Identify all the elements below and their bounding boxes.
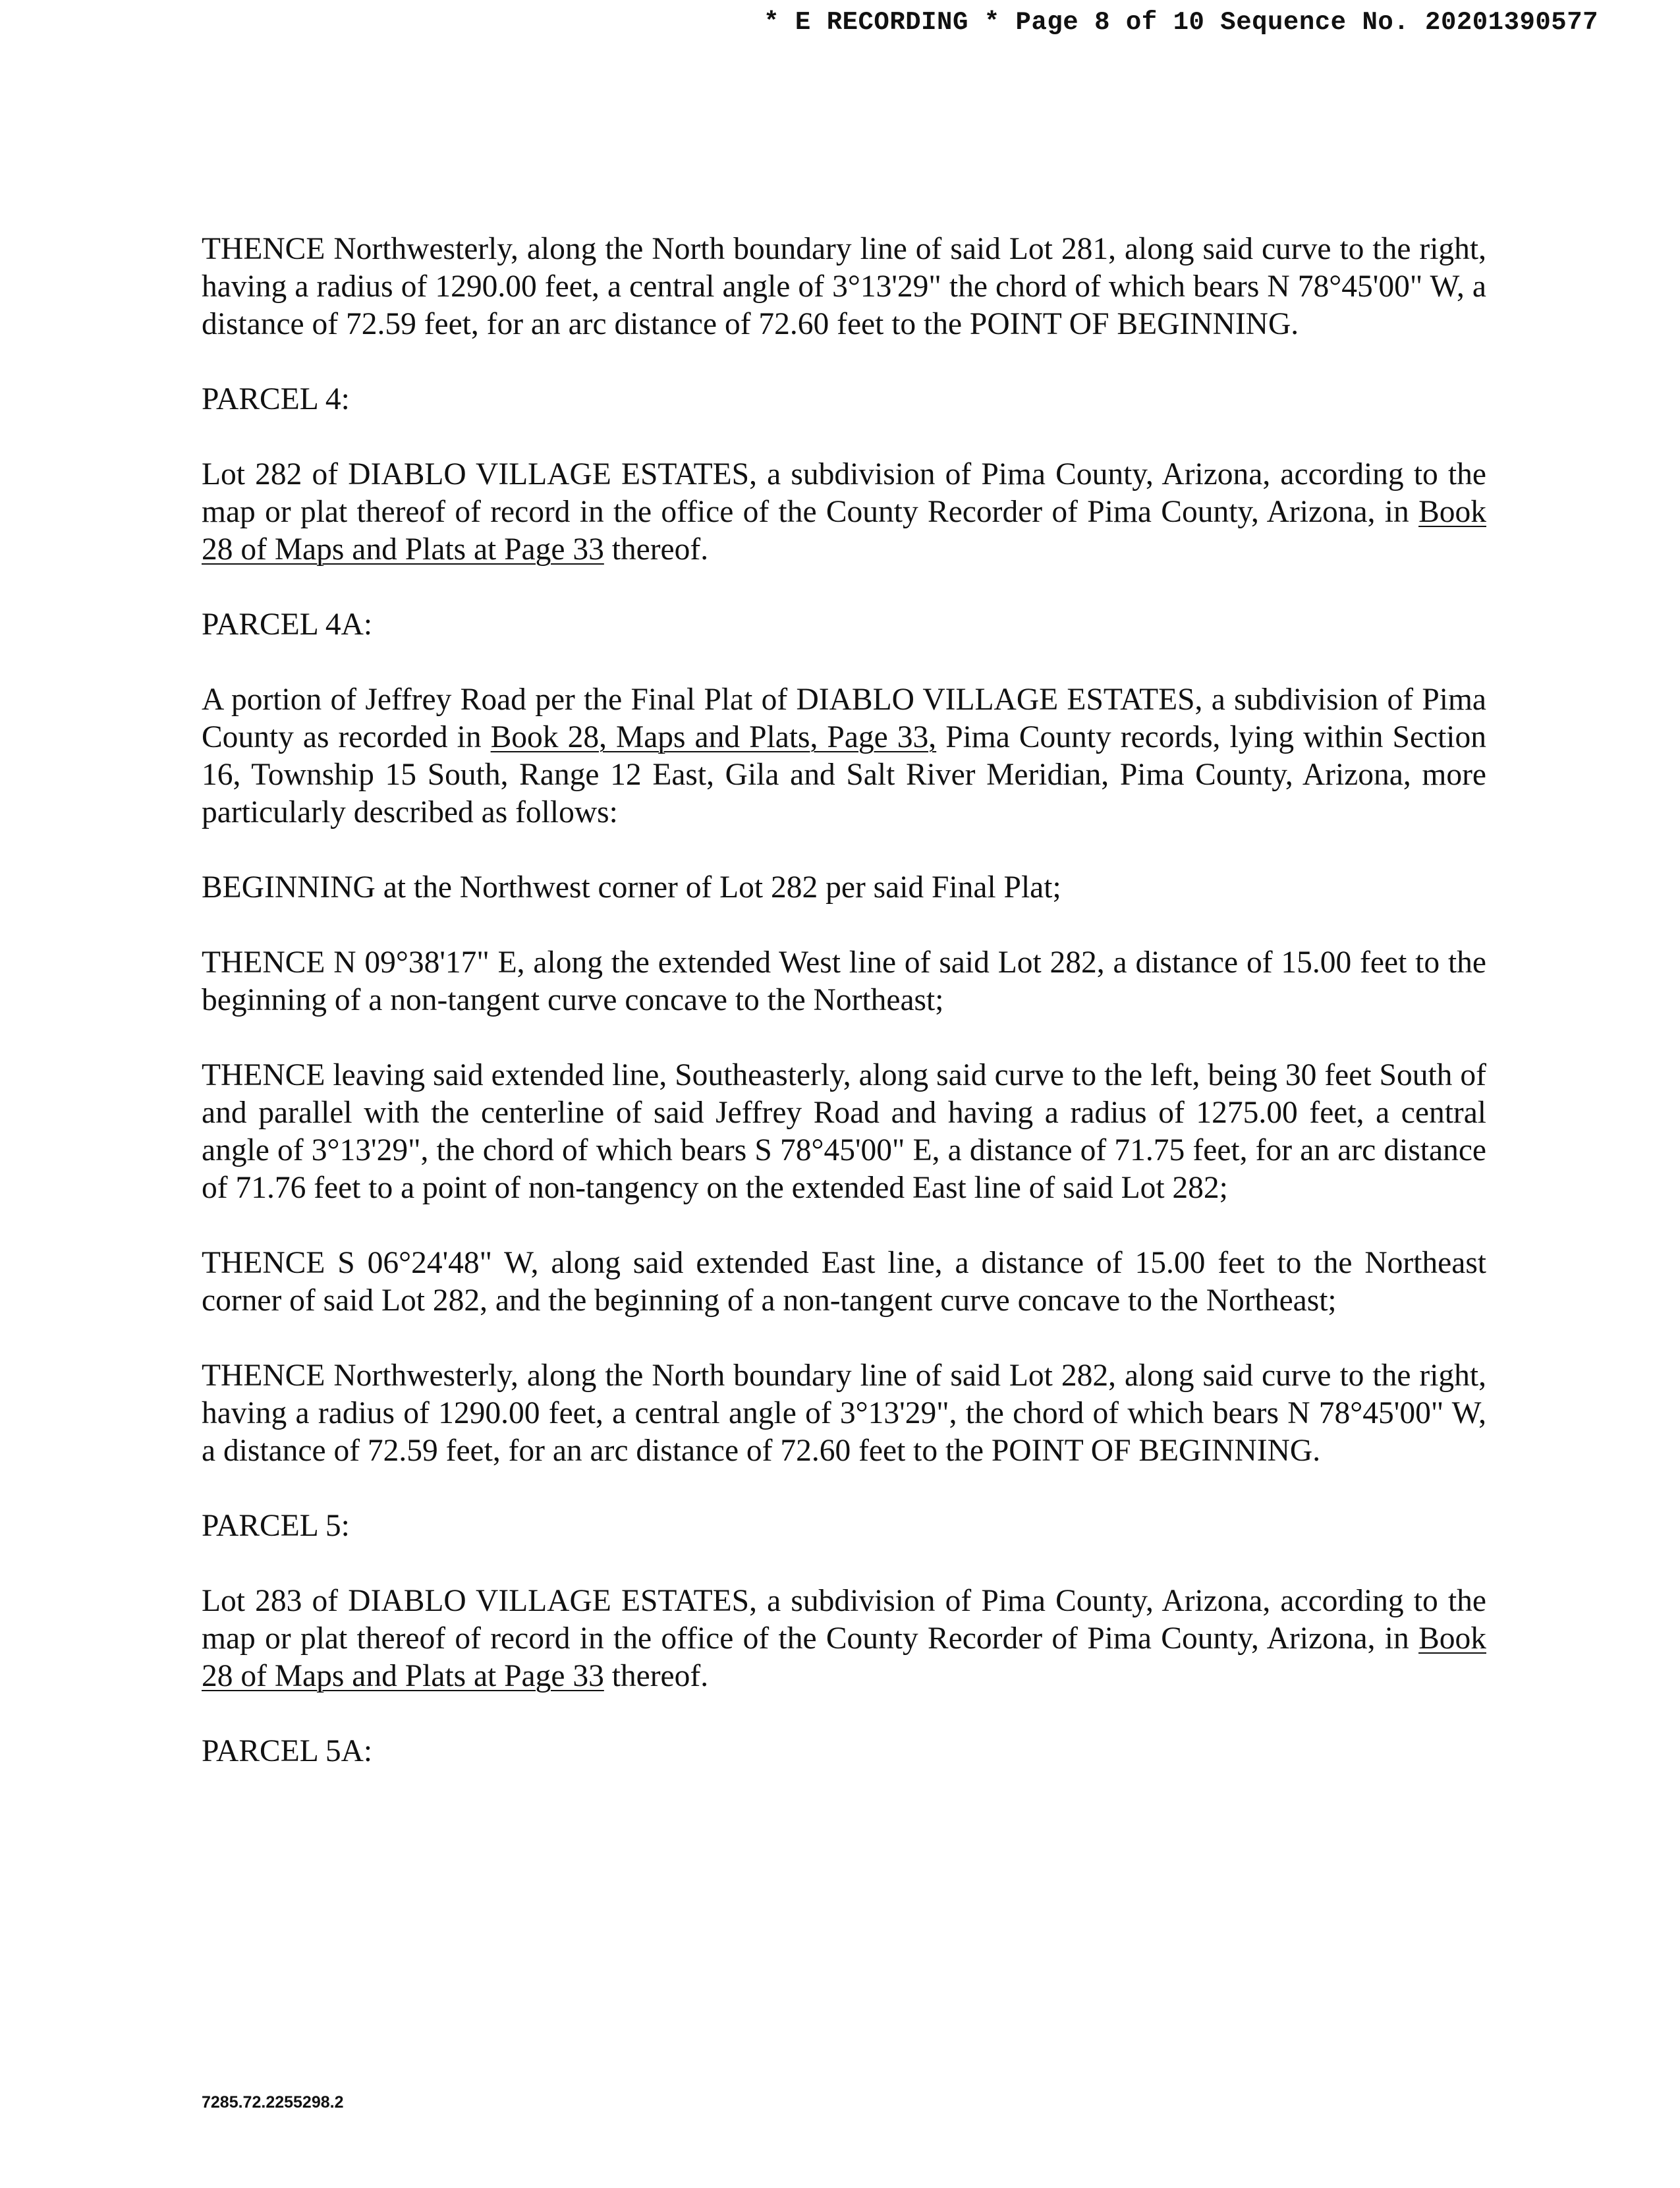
parcel-4a-heading: PARCEL 4A: <box>202 607 373 642</box>
document-body <box>202 231 1486 1808</box>
parcel-5a-heading: PARCEL 5A: <box>202 1734 373 1768</box>
parcel-4a-text-start: A portion of Jeffrey Road per the Final Plat of DIABLO VILLAGE ESTATES, a subdivision of Pima County as recorded in <box>202 683 1486 754</box>
parcel-5-heading: PARCEL 5: <box>202 1509 350 1543</box>
thence-paragraph-3: THENCE S 06°24'48" W, along said extended East line, a distance of 15.00 feet to the Northeast corner of said Lot 282, and the beginning of a non-tangent curve concave to the Northeast; <box>202 1246 1486 1318</box>
thence-paragraph-4: THENCE Northwesterly, along the North boundary line of said Lot 282, along said curve to the right, having a radius of 1290.00 feet, a central angle of 3°13'29", the chord of which bears N 78°45'00" W, a distance of 72.59 feet, for an arc distance of 72.60 feet to the POINT OF BEGINNING. <box>202 1359 1486 1468</box>
parcel-4a-description <box>202 681 1486 831</box>
parcel-4-heading: PARCEL 4: <box>202 382 350 416</box>
recording-stamp: * E RECORDING * Page 8 of 10 Sequence No. 20201390577 <box>764 8 1598 37</box>
parcel-4-plat-reference: Book 28 of Maps and Plats at Page 33 <box>202 495 1486 567</box>
parcel-5-description <box>202 1583 1486 1695</box>
parcel-4-text-start: Lot 282 of DIABLO VILLAGE ESTATES, a subdivision of Pima County, Arizona, according to the map or plat thereof of record in the office of the County Recorder of Pima County, Arizona, in <box>202 457 1486 529</box>
parcel-4-text-end: thereof. <box>603 532 709 567</box>
parcel-5-text-start: Lot 283 of DIABLO VILLAGE ESTATES, a subdivision of Pima County, Arizona, according to the map or plat thereof of record in the office of the County Recorder of Pima County, Arizona, in <box>202 1584 1486 1656</box>
parcel-4a-plat-reference: Book 28, Maps and Plats, Page 33, <box>490 720 937 754</box>
thence-paragraph-2: THENCE leaving said extended line, Southeasterly, along said curve to the left, being 30 feet South of and parallel with the centerline of said Jeffrey Road and having a radius of 1275.00 feet, a central angle of 3°13'29", the chord of which bears S 78°45'00" E, a distance of 71.75 feet, for an arc distance of 71.76 feet to a point of non-tangency on the extended East line of said Lot 282; <box>202 1058 1486 1205</box>
parcel-4-description <box>202 456 1486 569</box>
parcel-5-text-end: thereof. <box>603 1659 709 1693</box>
beginning-paragraph: BEGINNING at the Northwest corner of Lot 282 per said Final Plat; <box>202 870 1061 905</box>
document-id: 7285.72.2255298.2 <box>202 2093 344 2112</box>
thence-paragraph-1: THENCE N 09°38'17" E, along the extended West line of said Lot 282, a distance of 15.00 feet to the beginning of a non-tangent curve concave to the Northeast; <box>202 945 1486 1017</box>
parcel-5-plat-reference: Book 28 of Maps and Plats at Page 33 <box>202 1621 1486 1693</box>
thence-paragraph-lot-281: THENCE Northwesterly, along the North boundary line of said Lot 281, along said curve to the right, having a radius of 1290.00 feet, a central angle of 3°13'29" the chord of which bears N 78°45'00" W, a distance of 72.59 feet, for an arc distance of 72.60 feet to the POINT OF BEGINNING. <box>202 232 1486 341</box>
parcel-4a-text-end: Pima County records, lying within Section 16, Township 15 South, Range 12 East, Gila and Salt River Meridian, Pima County, Arizona, more particularly described as follows: <box>202 720 1487 829</box>
